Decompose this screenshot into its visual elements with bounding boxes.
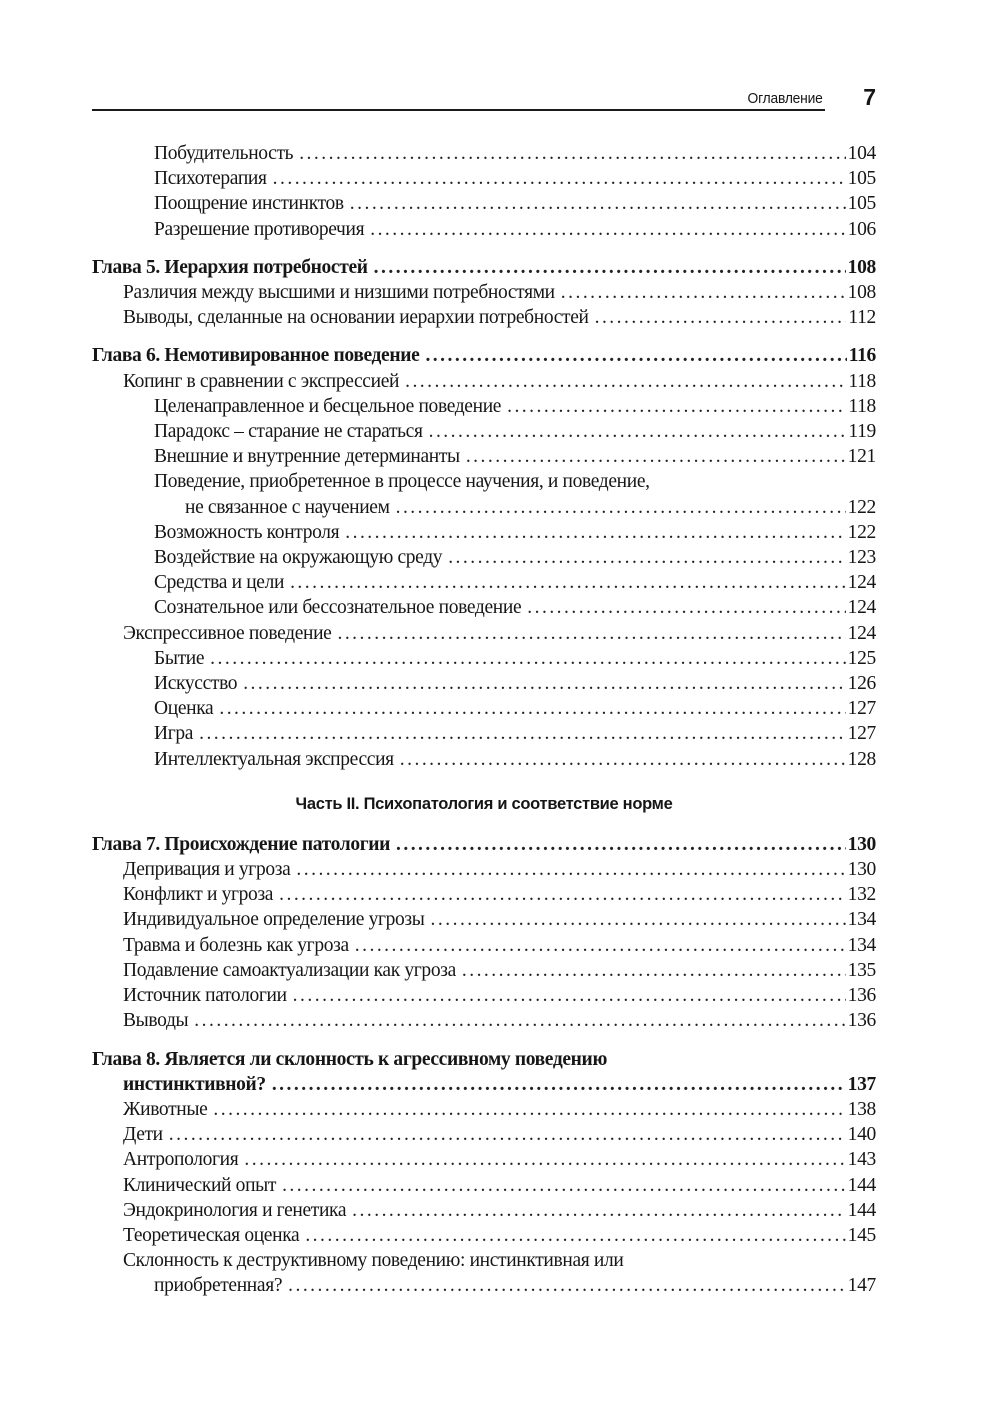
toc-entry[interactable]: Эндокринология и генетика . . . 144: [92, 1198, 876, 1223]
toc-entry[interactable]: Дети . . . 140: [92, 1122, 876, 1147]
toc-page: 105: [847, 193, 876, 215]
toc-page: 135: [847, 959, 876, 981]
toc-page: 119: [848, 421, 876, 443]
toc-page: 134: [847, 909, 876, 931]
toc-entry[interactable]: Склонность к деструктивному поведению: инстинктивная или приобретенная? . . . 147: [92, 1248, 876, 1298]
toc-page: 124: [847, 572, 876, 594]
toc-entry[interactable]: Бытие . . . 125: [92, 646, 876, 671]
toc-page: 127: [847, 698, 876, 720]
dot-leader: [337, 621, 845, 646]
toc-page: 106: [847, 218, 876, 240]
dot-leader: [194, 1008, 845, 1033]
dot-leader: [425, 343, 846, 368]
toc-entry[interactable]: Искусство . . . 126: [92, 671, 876, 696]
toc-page: 132: [847, 884, 876, 906]
toc-entry[interactable]: Источник патологии . . . 136: [92, 983, 876, 1008]
toc-page: 108: [847, 282, 876, 304]
section-title: Оглавление: [747, 90, 823, 107]
dot-leader: [396, 495, 846, 520]
dot-leader: [370, 217, 845, 242]
toc-entry[interactable]: Различия между высшими и низшими потребностями . . . 108: [92, 280, 876, 305]
dot-leader: [405, 369, 846, 394]
dot-leader: [210, 646, 845, 671]
dot-leader: [448, 545, 845, 570]
header-rule: [92, 109, 825, 111]
toc-page: 125: [847, 647, 876, 669]
toc-entry[interactable]: Средства и цели . . . 124: [92, 570, 876, 595]
dot-leader: [429, 419, 847, 444]
toc-page: 130: [847, 833, 876, 855]
table-of-contents: [92, 141, 876, 1299]
dot-leader: [243, 671, 845, 696]
toc-page: 121: [847, 446, 876, 468]
toc-entry[interactable]: Травма и болезнь как угроза . . . 134: [92, 933, 876, 958]
toc-page: 122: [847, 521, 876, 543]
dot-leader: [374, 255, 846, 280]
toc-page: 140: [847, 1124, 876, 1146]
toc-page: 137: [847, 1073, 876, 1095]
dot-leader: [507, 394, 846, 419]
toc-entry[interactable]: Интеллектуальная экспрессия . . . 128: [92, 747, 876, 772]
toc-page: 130: [847, 859, 876, 881]
toc-page: 126: [847, 673, 876, 695]
toc-entry[interactable]: Возможность контроля . . . 122: [92, 520, 876, 545]
dot-leader: [345, 520, 845, 545]
toc-entry[interactable]: Разрешение противоречия . . . 106: [92, 217, 876, 242]
dot-leader: [352, 1198, 845, 1223]
toc-page: 134: [847, 934, 876, 956]
dot-leader: [272, 1072, 846, 1097]
toc-entry[interactable]: Сознательное или бессознательное поведение . . . 124: [92, 595, 876, 620]
toc-page: 144: [847, 1174, 876, 1196]
toc-entry[interactable]: Игра . . . 127: [92, 721, 876, 746]
dot-leader: [213, 1097, 845, 1122]
toc-page: 122: [847, 496, 876, 518]
toc-page: 116: [848, 345, 876, 367]
toc-entry[interactable]: Целенаправленное и бесцельное поведение . . . 118: [92, 394, 876, 419]
toc-entry[interactable]: Психотерапия . . . 105: [92, 166, 876, 191]
dot-leader: [527, 595, 845, 620]
dot-leader: [288, 1273, 846, 1298]
toc-page: 124: [847, 622, 876, 644]
dot-leader: [282, 1173, 846, 1198]
dot-leader: [293, 983, 846, 1008]
toc-page: 112: [848, 307, 876, 329]
toc-entry[interactable]: Выводы . . . 136: [92, 1008, 876, 1033]
toc-entry[interactable]: Клинический опыт . . . 144: [92, 1173, 876, 1198]
dot-leader: [350, 191, 846, 216]
dot-leader: [305, 1223, 845, 1248]
toc-page: 136: [847, 985, 876, 1007]
toc-entry[interactable]: Побудительность . . . 104: [92, 141, 876, 166]
toc-page: 136: [847, 1010, 876, 1032]
toc-entry[interactable]: Животные . . . 138: [92, 1097, 876, 1122]
toc-page: 138: [847, 1098, 876, 1120]
part-heading: Часть II. Психопатология и соответствие норме: [295, 794, 673, 813]
dot-leader: [244, 1147, 845, 1172]
toc-entry[interactable]: Подавление самоактуализации как угроза . . . 135: [92, 958, 876, 983]
toc-entry[interactable]: Экспрессивное поведение . . . 124: [92, 621, 876, 646]
toc-page: 145: [847, 1224, 876, 1246]
toc-entry[interactable]: Оценка . . . 127: [92, 696, 876, 721]
toc-entry[interactable]: Внешние и внутренние детерминанты . . . 121: [92, 444, 876, 469]
toc-chapter-8[interactable]: Глава 8. Является ли склонность к агрессивному поведению инстинктивной? . . . 137: [92, 1047, 876, 1097]
dot-leader: [462, 958, 846, 983]
toc-page: 105: [847, 168, 876, 190]
dot-leader: [561, 280, 846, 305]
toc-entry[interactable]: Копинг в сравнении с экспрессией . . . 118: [92, 369, 876, 394]
toc-entry[interactable]: Антропология . . . 143: [92, 1147, 876, 1172]
toc-page: 128: [847, 748, 876, 770]
dot-leader: [296, 857, 845, 882]
toc-page: 127: [847, 723, 876, 745]
dot-leader: [299, 141, 845, 166]
toc-entry[interactable]: Парадокс – старание не стараться . . . 119: [92, 419, 876, 444]
toc-entry[interactable]: Выводы, сделанные на основании иерархии потребностей . . . 112: [92, 305, 876, 330]
toc-entry[interactable]: Воздействие на окружающую среду . . . 123: [92, 545, 876, 570]
dot-leader: [396, 832, 846, 857]
toc-entry[interactable]: Конфликт и угроза . . . 132: [92, 882, 876, 907]
dot-leader: [400, 747, 846, 772]
toc-entry[interactable]: Теоретическая оценка . . . 145: [92, 1223, 876, 1248]
toc-page: 123: [847, 547, 876, 569]
toc-chapter-7[interactable]: Глава 7. Происхождение патологии . . . 130: [92, 832, 876, 857]
dot-leader: [431, 907, 846, 932]
dot-leader: [199, 721, 846, 746]
toc-page: 144: [847, 1199, 876, 1221]
dot-leader: [595, 305, 847, 330]
toc-entry[interactable]: Депривация и угроза . . . 130: [92, 857, 876, 882]
toc-chapter-5[interactable]: Глава 5. Иерархия потребностей . . . 108: [92, 255, 876, 280]
toc-page: 147: [847, 1275, 876, 1297]
running-head: [92, 84, 876, 114]
dot-leader: [279, 882, 846, 907]
dot-leader: [466, 444, 846, 469]
toc-page: 143: [847, 1149, 876, 1171]
toc-page: 108: [847, 256, 876, 278]
dot-leader: [273, 166, 846, 191]
toc-entry[interactable]: Поощрение инстинктов . . . 105: [92, 191, 876, 216]
dot-leader: [290, 570, 846, 595]
page-number: 7: [863, 84, 876, 110]
toc-page: 118: [848, 370, 876, 392]
toc-chapter-6[interactable]: Глава 6. Немотивированное поведение . . . 116: [92, 343, 876, 368]
toc-entry[interactable]: Индивидуальное определение угрозы . . . 134: [92, 907, 876, 932]
toc-page: 118: [848, 395, 876, 417]
toc-page: 104: [847, 143, 876, 164]
dot-leader: [355, 933, 846, 958]
toc-page: 124: [847, 597, 876, 619]
dot-leader: [219, 696, 845, 721]
toc-entry[interactable]: Поведение, приобретенное в процессе научения, и поведение, не связанное с научением . . . 122: [92, 469, 876, 519]
dot-leader: [169, 1122, 846, 1147]
